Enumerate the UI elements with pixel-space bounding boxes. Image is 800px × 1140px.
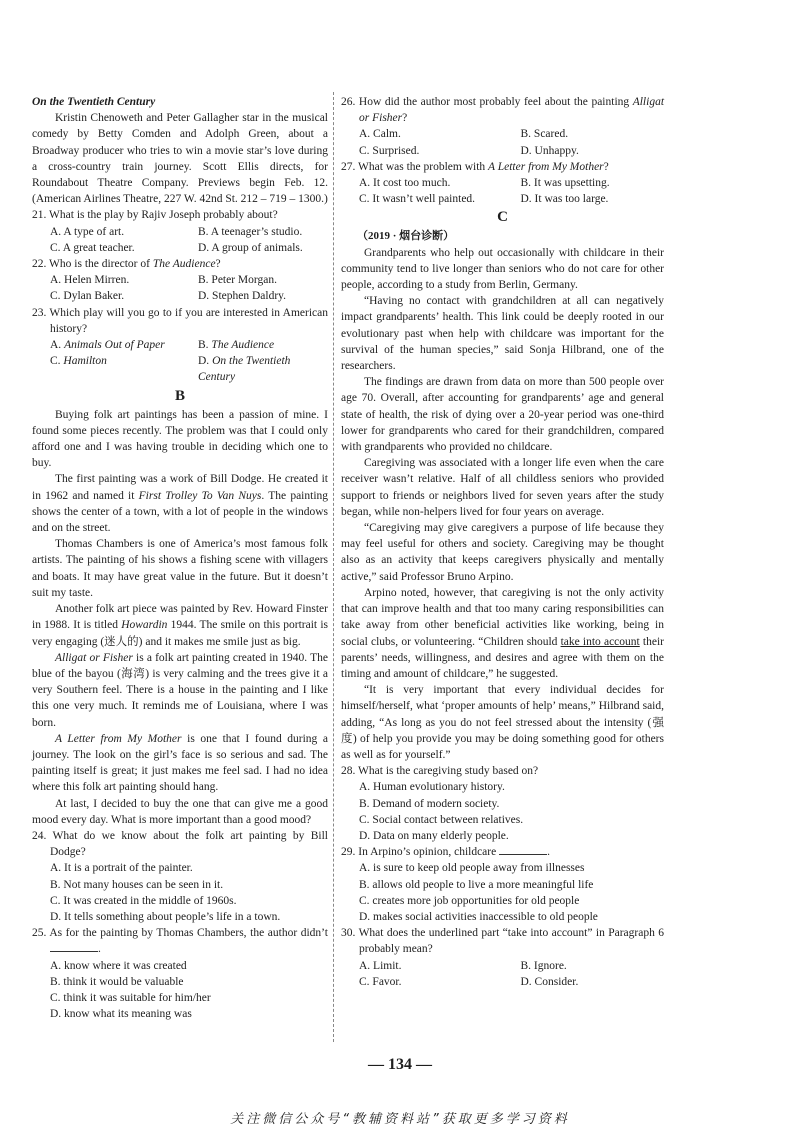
question-23 [32,305,328,386]
option-c: C. Dylan Baker. [50,290,125,303]
passage-b-paragraph-4: Another folk art piece was painted by Rev. Howard Finster in 1988. It is titled Howardin 1944. The smile on this portrait is very engaging (迷人的) and it makes me smile just as big. [32,603,329,648]
question-22 [32,256,328,305]
option-b: B. The Audience [198,339,275,352]
passage-c-paragraph-2: “Having no contact with grandchildren at all can negatively impact grandparents’ health. This link could be deeply rooted in our evolutionary past when help with childcare was important for the survival of the human species,” said Sonja Hilbrand, one of the researchers. [341,295,664,373]
ad-title: On the Twentieth Century [32,96,156,108]
question-25 [32,925,328,1022]
question-30 [341,925,664,990]
question-28 [341,763,664,844]
ad-text: Kristin Chenoweth and Peter Gallagher star in the musical comedy by Betty Comden and Adolph Green, about a Broadway producer who tries to win a movie star’s love during a cross-country train journey. Scott Ellis directs, for Roundabout Theatre Company. Previews begin Feb. 12. (American Airlines Theatre, 227 W. 42nd St. 212 – 719 – 1300.) [32,112,328,206]
option-c: C. think it was suitable for him/her [50,991,211,1004]
question-21 [32,207,328,256]
option-b: B. Scared. [520,128,569,141]
source-tag: （2019 · 烟台诊断） [357,230,455,243]
option-d: D. know what its meaning was [50,1008,192,1021]
question-stem: 22. Who is the director of The Audience? [32,258,221,271]
passage-b-paragraph-6: A Letter from My Mother is one that I found during a journey. The look on the girl’s face is so serious and sad. The painting itself is great; it just makes me feel sad. I had no idea where this folk art painting should hang. [32,732,329,794]
option-a: A. Limit. [359,959,402,972]
option-d: D. It was too large. [520,193,609,206]
option-d: D. Consider. [520,975,579,988]
option-a: A. know where it was created [50,959,187,972]
option-b: B. Demand of modern society. [359,797,500,810]
question-stem: 28. What is the caregiving study based on? [341,765,539,778]
option-d: D. A group of animals. [198,241,303,254]
option-a: A. Helen Mirren. [50,274,130,287]
option-a: A. Animals Out of Paper [50,339,165,352]
option-d: D. makes social activities inaccessible to old people [359,910,598,923]
option-d: D. Unhappy. [520,144,579,157]
option-b: B. Peter Morgan. [198,274,278,287]
question-stem: 27. What was the problem with A Letter from My Mother? [341,160,609,173]
option-a: A. is sure to keep old people away from illnesses [359,862,585,875]
option-b: B. think it would be valuable [50,975,184,988]
question-29 [341,844,664,925]
passage-c-paragraph-4: Caregiving was associated with a longer life even when the care receiver wasn’t relative. Half of all childless seniors who provided support to friends or neighbors lived for seven years after the study began, while non-helpers lived for four years on average. [341,457,664,518]
option-c: C. Favor. [359,975,402,988]
page-number: — 134 — [368,1056,432,1073]
option-c: C. Surprised. [359,144,420,157]
option-c: C. Hamilton [50,355,107,368]
section-c-heading: C [497,209,508,226]
option-b: B. It was upsetting. [520,177,610,190]
option-d: D. Data on many elderly people. [359,829,509,842]
question-26 [341,94,664,159]
footer-note: 关注微信公众号“教辅资料站”获取更多学习资料 [230,1112,570,1127]
question-stem: 26. How did the author most probably feel about the painting Alligat or Fisher? [341,96,665,125]
passage-b-paragraph-1: Buying folk art paintings has been a passion of mine. I found some pieces recently. The problem was that I could only afford one and I was having trouble in deciding which one to buy. [32,408,328,470]
left-column [32,94,328,1022]
answer-blank [499,844,547,855]
passage-b-paragraph-2: The first painting was a work of Bill Dodge. He created it in 1962 and named it First Trolley To Van Nuys. The painting shows the center of a town, with a lot of people in the windows and on the street. [32,473,329,535]
option-d: D. On the Twentieth Century [198,355,291,384]
option-a: A. A type of art. [50,225,125,238]
option-c: C. Social contact between relatives. [359,813,524,826]
question-stem: 23. Which play will you go to if you are interested in American history? [32,306,328,335]
option-d: D. It tells something about people’s life in a town. [50,910,281,923]
question-stem: 24. What do we know about the folk art painting by Bill Dodge? [32,829,328,859]
option-a: A. It cost too much. [359,177,451,190]
question-stem: 30. What does the underlined part “take into account” in Paragraph 6 probably mean? [341,927,664,956]
option-c: C. creates more job opportunities for old people [359,894,580,907]
passage-c-paragraph-1: Grandparents who help out occasionally with childcare in their community tend to live longer than seniors who do not care for other people, according to a study from Berlin, Germany. [341,246,664,292]
question-24 [32,828,328,925]
option-a: A. Human evolutionary history. [359,781,505,794]
passage-c-paragraph-3: The findings are drawn from data on more than 500 people over age 70. Overall, after accounting for grandparents’ age and general state of health, the risk of dying over a 20-year period was one-third lower for grandparents who cared for their grandchildren, compared with grandparents who provided no childcare. [341,376,664,454]
right-column [341,94,664,990]
option-b: B. Not many houses can be seen in it. [50,878,224,891]
passage-c-paragraph-5: “Caregiving may give caregivers a purpose of life because they may feel useful for others and society. Caregiving may be thought also as an activity that keeps caregivers physically and mentally active,” said Professor Bruno Arpino. [341,522,664,583]
option-b: B. A teenager’s studio. [198,225,303,238]
option-b: B. Ignore. [520,959,567,972]
passage-b-paragraph-7: At last, I decided to buy the one that can give me a good mood every day. What is more important than a good mood? [32,797,328,826]
option-b: B. allows old people to live a more meaningful life [359,878,594,891]
option-c: C. It was created in the middle of 1960s. [50,894,237,907]
question-27 [341,159,664,208]
option-c: C. It wasn’t well painted. [359,193,476,206]
option-a: A. It is a portrait of the painter. [50,862,193,875]
passage-b-paragraph-3: Thomas Chambers is one of America’s most famous folk artists. The painting of his shows a fishing scene with villagers and boats. It may have great value in the future. But it doesn’t suit my taste. [32,538,328,599]
question-stem: 29. In Arpino’s opinion, childcare . [341,846,550,859]
question-stem: 21. What is the play by Rajiv Joseph probably about? [32,209,278,222]
column-divider [333,92,334,1042]
passage-b-paragraph-5: Alligat or Fisher is a folk art painting created in 1940. The blue of the bayou (海湾) is very calming and the trees give it a very Southern feel. There is a house in the painting and I like this one very much. It reminds me of Louisiana, where I was born. [32,651,328,729]
section-b-heading: B [174,387,185,404]
question-stem: 25. As for the painting by Thomas Chambers, the author didn’t . [32,927,328,956]
passage-c-paragraph-6: Arpino noted, however, that caregiving is not the only activity that can improve health and that too many caring responsibilities can take away from other beneficial activities like working, being in social clubs, or volunteering. “Children should take into account their parents’ needs, willingness, and desires and agree with them on the timing and amount of childcare,” he suggested. [341,586,664,680]
option-c: C. A great teacher. [50,241,135,254]
underlined-phrase: take into account [560,635,640,648]
option-d: D. Stephen Daldry. [198,290,287,303]
option-a: A. Calm. [359,128,401,141]
answer-blank [50,941,98,952]
passage-c-paragraph-7: “It is very important that every individual decides for himself/herself, what ‘proper amounts of help’ means,” Hilbrand said, adding, “As long as you do not feel stressed about the intensity (强度) of help you provide you may be doing something good for others as well as for yourself.” [341,684,664,761]
